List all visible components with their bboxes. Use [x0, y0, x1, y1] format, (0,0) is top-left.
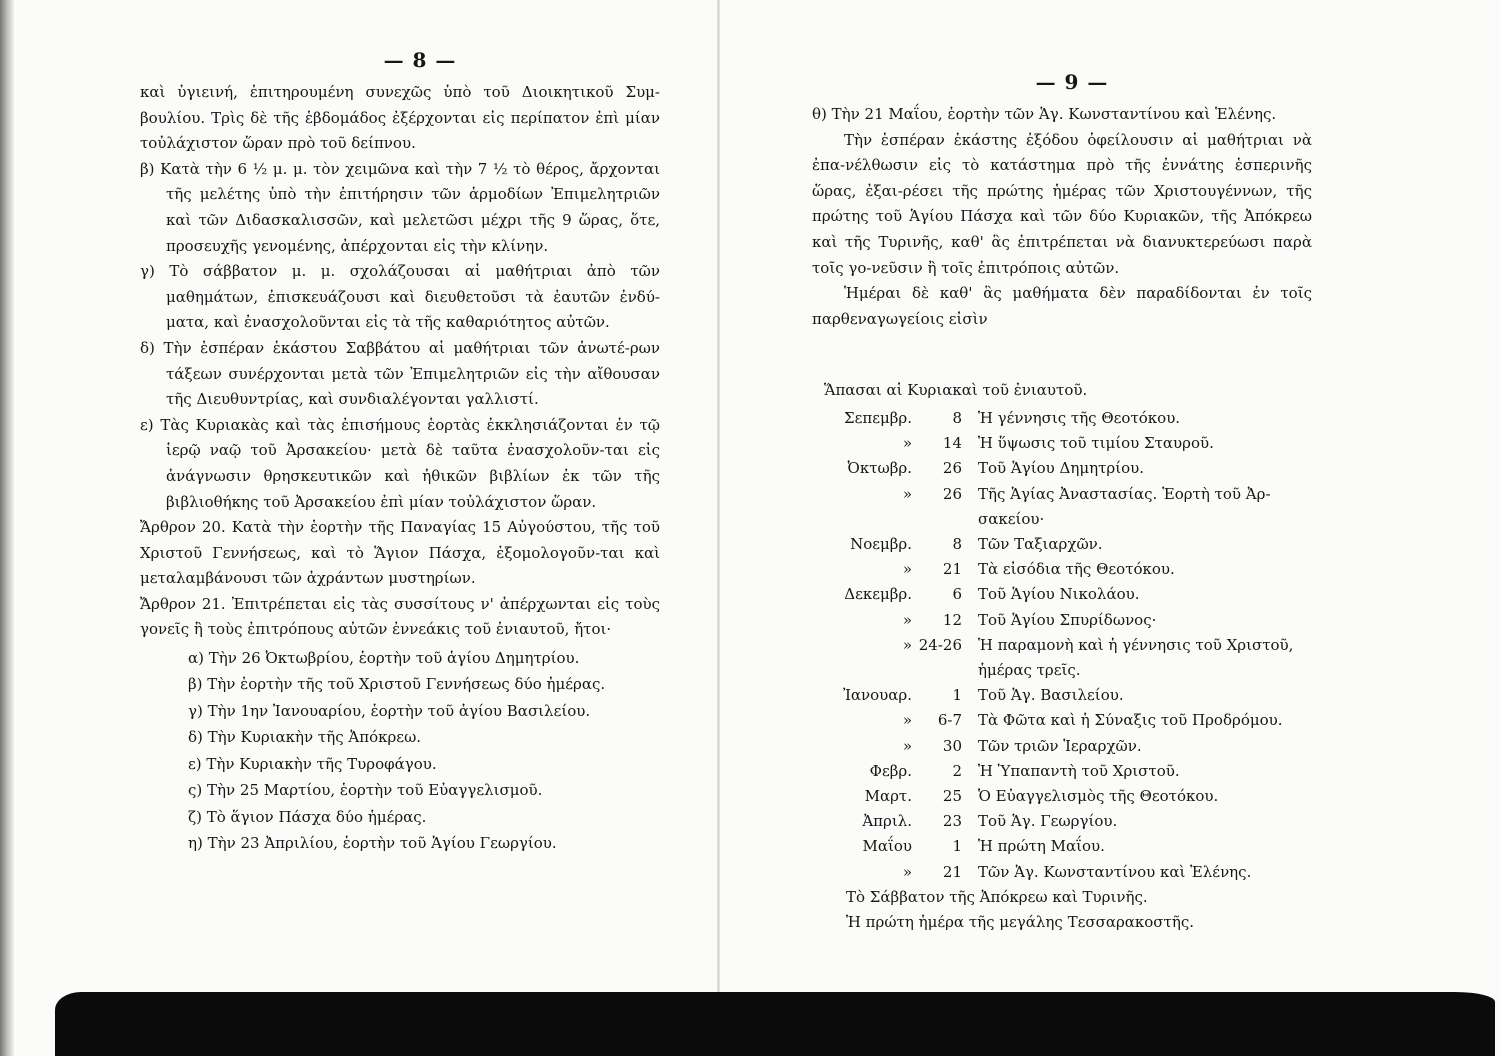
article-21: Ἄρθρον 21. Ἐπιτρέπεται εἰς τὰς συσσίτους ν' ἀπέρχωνται εἰς τοὺς γονεῖς ἢ τοὺς ἐπιτρόπους αὐτῶν ἐννεάκις τοῦ ἐνιαυτοῦ, ἤτοι·: [140, 594, 660, 639]
holiday-month: Ὀκτωβρ.: [847, 459, 912, 478]
holiday-day: 1: [952, 686, 962, 705]
holiday-row: [812, 456, 1312, 481]
holiday-name: Ἡ Ὑπαπαντὴ τοῦ Χριστοῦ.: [978, 761, 1180, 780]
holiday-month: »: [902, 484, 912, 503]
holiday-month: »: [902, 862, 912, 881]
holiday-name: Τῶν τριῶν Ἱεραρχῶν.: [978, 736, 1142, 755]
holiday-row: [812, 431, 1312, 456]
holiday-day: 6-7: [937, 711, 962, 730]
list-item: δ) Τὴν Κυριακὴν τῆς Ἀπόκρεω.: [188, 728, 422, 747]
holiday-month: »: [902, 711, 912, 730]
holidays-heading: Ἅπασαι αἱ Κυριακαὶ τοῦ ἐνιαυτοῦ.: [824, 381, 1088, 400]
holiday-row: [812, 608, 1312, 633]
holiday-name: Τοῦ Ἁγίου Νικολάου.: [978, 585, 1140, 604]
paragraph: Τὴν ἑσπέραν ἑκάστης ἐξόδου ὀφείλουσιν αἱ μαθήτριαι νὰ ἐπα-νέλθωσιν εἰς τὸ κατάστημα πρὸ τῆς ἐννάτης ἑσπερινῆς ὥρας, ἐξαι-ρέσει τῆς πρώτης ἡμέρας τῶν Χριστουγέννων, τῆς πρώτης τοῦ Ἁγίου Πάσχα καὶ τῶν δύο Κυριακῶν, τῆς Ἀπόκρεω καὶ τῆς Τυρινῆς, καθ' ἃς ἐπιτρέπεται νὰ διανυκτερεύωσι παρὰ τοῖς γο-νεῦσιν ἢ τοῖς ἐπιτρόποις αὐτῶν.: [812, 130, 1312, 277]
holiday-name: Ὁ Εὐαγγελισμὸς τῆς Θεοτόκου.: [978, 786, 1219, 805]
closing-line: Τὸ Σάββατον τῆς Ἀπόκρεω καὶ Τυρινῆς.: [846, 887, 1148, 906]
holiday-day: 24-26: [918, 635, 962, 654]
paragraph: Ἡμέραι δὲ καθ' ἃς μαθήματα δὲν παραδίδονται ἐν τοῖς παρθεναγωγείοις εἰσὶν: [812, 284, 1312, 328]
holiday-row: [812, 784, 1312, 809]
list-item-theta: θ) Τὴν 21 Μαΐου, ἑορτὴν τῶν Ἁγ. Κωνσταντίνου καὶ Ἑλένης.: [812, 105, 1277, 123]
holiday-month: »: [902, 610, 912, 629]
holiday-day: 21: [942, 560, 962, 579]
right-page: [812, 70, 1312, 936]
holiday-day: 8: [952, 534, 962, 553]
holiday-month: »: [902, 560, 912, 579]
holiday-name: Τοῦ Ἁγ. Γεωργίου.: [978, 812, 1118, 831]
holiday-day: 30: [942, 736, 962, 755]
holiday-day: 26: [942, 459, 962, 478]
holiday-row: [812, 734, 1312, 759]
holiday-day: 23: [942, 812, 962, 831]
closing-line: Ἡ πρώτη ἡμέρα τῆς μεγάλης Τεσσαρακοστῆς.: [846, 913, 1194, 932]
holiday-name: Τῆς Ἁγίας Ἀναστασίας. Ἑορτὴ τοῦ Ἀρ-σακείου·: [978, 484, 1271, 528]
list-item: ζ) Τὸ ἅγιον Πάσχα δύο ἡμέρας.: [188, 807, 427, 826]
holiday-row: [812, 860, 1312, 885]
holiday-month: Φεβρ.: [869, 761, 912, 780]
holiday-row: [812, 834, 1312, 859]
holiday-row: [812, 759, 1312, 784]
holiday-month: Σεπεμβρ.: [843, 408, 912, 427]
holiday-name: Ἡ γέννησις τῆς Θεοτόκου.: [978, 408, 1181, 427]
holiday-month: Ἰανουαρ.: [843, 686, 912, 705]
holiday-day: 26: [942, 484, 962, 503]
holiday-row: [812, 633, 1312, 683]
holiday-day: 25: [942, 786, 962, 805]
holiday-row: [812, 482, 1312, 532]
holiday-day: 14: [942, 434, 962, 453]
holiday-day: 21: [942, 862, 962, 881]
holiday-day: 2: [952, 761, 962, 780]
list-item: α) Τὴν 26 Ὀκτωβρίου, ἑορτὴν τοῦ ἁγίου Δημητρίου.: [188, 649, 580, 668]
holiday-day: 8: [952, 408, 962, 427]
list-item: η) Τὴν 23 Ἀπριλίου, ἑορτὴν τοῦ Ἁγίου Γεωργίου.: [188, 833, 557, 852]
paragraph-delta: δ) Τὴν ἑσπέραν ἑκάστου Σαββάτου αἱ μαθήτριαι τῶν ἀνωτέ-ρων τάξεων συνέρχονται μετὰ τῶν Ἐπιμελητριῶν εἰς τὴν αἴθουσαν τῆς Διευθυντρίας, καὶ συνδιαλέγονται γαλλιστί.: [140, 338, 660, 409]
holiday-name: Ἡ ὕψωσις τοῦ τιμίου Σταυροῦ.: [978, 434, 1214, 453]
paragraph-gamma: γ) Τὸ σάββατον μ. μ. σχολάζουσαι αἱ μαθήτριαι ἀπὸ τῶν μαθημάτων, ἐπισκευάζουσι καὶ διευθετοῦσι τὰ ἑαυτῶν ἐνδύ-ματα, καὶ ἐνασχολοῦνται εἰς τὰ τῆς καθαριότητος αὐτῶν.: [140, 262, 660, 332]
holiday-row: [812, 557, 1312, 582]
holiday-row: [812, 708, 1312, 733]
holiday-name: Τῶν Ἁγ. Κωνσταντίνου καὶ Ἑλένης.: [978, 862, 1252, 881]
holiday-month: Δεκεμβρ.: [844, 585, 912, 604]
holiday-month: »: [902, 635, 912, 654]
paragraph: καὶ ὑγιεινή, ἐπιτηρουμένη συνεχῶς ὑπὸ τοῦ Διοικητικοῦ Συμ-βουλίου. Τρὶς δὲ τῆς ἑβδομάδος ἐξέρχονται εἰς περίπατον ἐπὶ μίαν τοὐλάχιστον ὥραν πρὸ τοῦ δείπνου.: [140, 83, 660, 153]
holiday-name: Τοῦ Ἁγίου Δημητρίου.: [978, 459, 1144, 478]
list-item: ε) Τὴν Κυριακὴν τῆς Τυροφάγου.: [188, 754, 437, 773]
scan-bottom-shadow: [55, 992, 1495, 1056]
holiday-row: [812, 406, 1312, 431]
holiday-month: Ἀπριλ.: [862, 812, 912, 831]
holiday-row: [812, 582, 1312, 607]
holiday-name: Ἡ παραμονὴ καὶ ἡ γέννησις τοῦ Χριστοῦ, ἡμέρας τρεῖς.: [978, 635, 1294, 679]
holiday-table: [812, 406, 1312, 885]
holiday-name: Ἡ πρώτη Μαΐου.: [978, 837, 1105, 856]
holiday-month: »: [902, 736, 912, 755]
holiday-month: »: [902, 434, 912, 453]
holiday-month: Νοεμβρ.: [850, 534, 912, 553]
holiday-row: [812, 809, 1312, 834]
holiday-name: Τὰ εἰσόδια τῆς Θεοτόκου.: [978, 560, 1175, 579]
holiday-row: [812, 532, 1312, 557]
holiday-name: Τὰ Φῶτα καὶ ἡ Σύναξις τοῦ Προδρόμου.: [978, 711, 1283, 730]
page-number: — 8 —: [383, 48, 457, 72]
list-item: β) Τὴν ἑορτὴν τῆς τοῦ Χριστοῦ Γεννήσεως δύο ἡμέρας.: [188, 675, 606, 694]
book-gutter: [717, 0, 720, 1000]
holiday-day: 1: [952, 837, 962, 856]
exit-days-list: [188, 645, 660, 856]
holiday-name: Τοῦ Ἁγ. Βασιλείου.: [978, 686, 1124, 705]
holiday-name: Τῶν Ταξιαρχῶν.: [978, 534, 1103, 553]
holiday-row: [812, 683, 1312, 708]
list-item: ς) Τὴν 25 Μαρτίου, ἑορτὴν τοῦ Εὐαγγελισμοῦ.: [188, 781, 543, 800]
left-page: [140, 48, 660, 856]
scan-left-edge: [0, 0, 14, 1056]
paragraph-beta: β) Κατὰ τὴν 6 ½ μ. μ. τὸν χειμῶνα καὶ τὴν 7 ½ τὸ θέρος, ἄρχονται τῆς μελέτης ὑπὸ τὴν ἐπιτήρησιν τῶν ἁρμοδίων Ἐπιμελητριῶν καὶ τῶν Διδασκαλισσῶν, καὶ μελετῶσι μέχρι τῆς 9 ὥρας, ὅτε, προσευχῆς γενομένης, ἀπέρχονται εἰς τὴν κλίνην.: [140, 159, 660, 255]
page-number: — 9 —: [1035, 70, 1109, 94]
holiday-month: Μαΐου: [862, 837, 912, 856]
paragraph-epsilon: ε) Τὰς Κυριακὰς καὶ τὰς ἐπισήμους ἑορτὰς ἐκκλησιάζονται ἐν τῷ ἱερῷ ναῷ τοῦ Ἀρσακείου· μετὰ δὲ ταῦτα ἐνασχολοῦν-ται εἰς ἀνάγνωσιν θρησκευτικῶν καὶ ἠθικῶν βιβλίων ἐκ τῶν τῆς βιβλιοθήκης τοῦ Ἀρσακείου ἐπὶ μίαν τοὐλάχιστον ὥραν.: [140, 415, 660, 511]
article-20: Ἄρθρον 20. Κατὰ τὴν ἑορτὴν τῆς Παναγίας 15 Αὐγούστου, τῆς τοῦ Χριστοῦ Γεννήσεως, καὶ τὸ Ἅγιον Πάσχα, ἐξομολογοῦν-ται καὶ μεταλαμβάνουσι τῶν ἀχράντων μυστηρίων.: [140, 518, 660, 588]
holiday-month: Μαρτ.: [864, 786, 912, 805]
holiday-day: 12: [942, 610, 962, 629]
list-item: γ) Τὴν 1ην Ἰανουαρίου, ἑορτὴν τοῦ ἁγίου Βασιλείου.: [188, 701, 591, 720]
holiday-name: Τοῦ Ἁγίου Σπυρίδωνος·: [978, 610, 1157, 629]
holiday-day: 6: [952, 585, 962, 604]
